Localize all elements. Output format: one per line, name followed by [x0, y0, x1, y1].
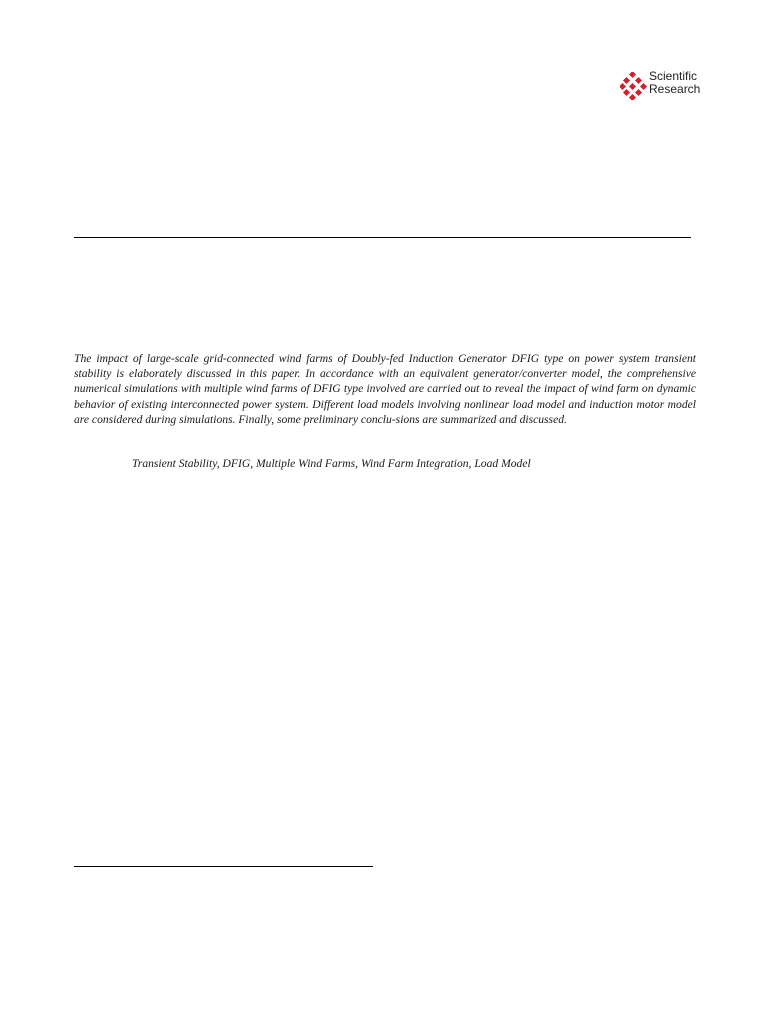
publisher-logo-icon — [620, 72, 648, 100]
header-divider — [74, 237, 691, 238]
publisher-name — [649, 70, 700, 96]
publisher-logo — [620, 70, 710, 102]
footnote-divider — [74, 866, 373, 867]
publisher-name-line2: Research — [649, 82, 701, 96]
abstract-paragraph: The impact of large-scale grid-connected wind farms of Doubly-fed Induction Generator DFIG type on power system transient stability is elaborately discussed in this paper. In accordance with an equivalent generator/converter model, the comprehensive numerical simulations with multiple wind farms of DFIG type involved are carried out to reveal the impact of wind farm on dynamic behavior of existing interconnected power system. Different load models involving nonlinear load model and induction motor model are considered during simulations. Finally, some preliminary conclu-sions are summarized and discussed. — [74, 352, 696, 426]
keywords-line: Transient Stability, DFIG, Multiple Wind Farms, Wind Farm Integration, Load Model — [132, 457, 531, 470]
publisher-name-line1: Scientific — [649, 69, 698, 83]
